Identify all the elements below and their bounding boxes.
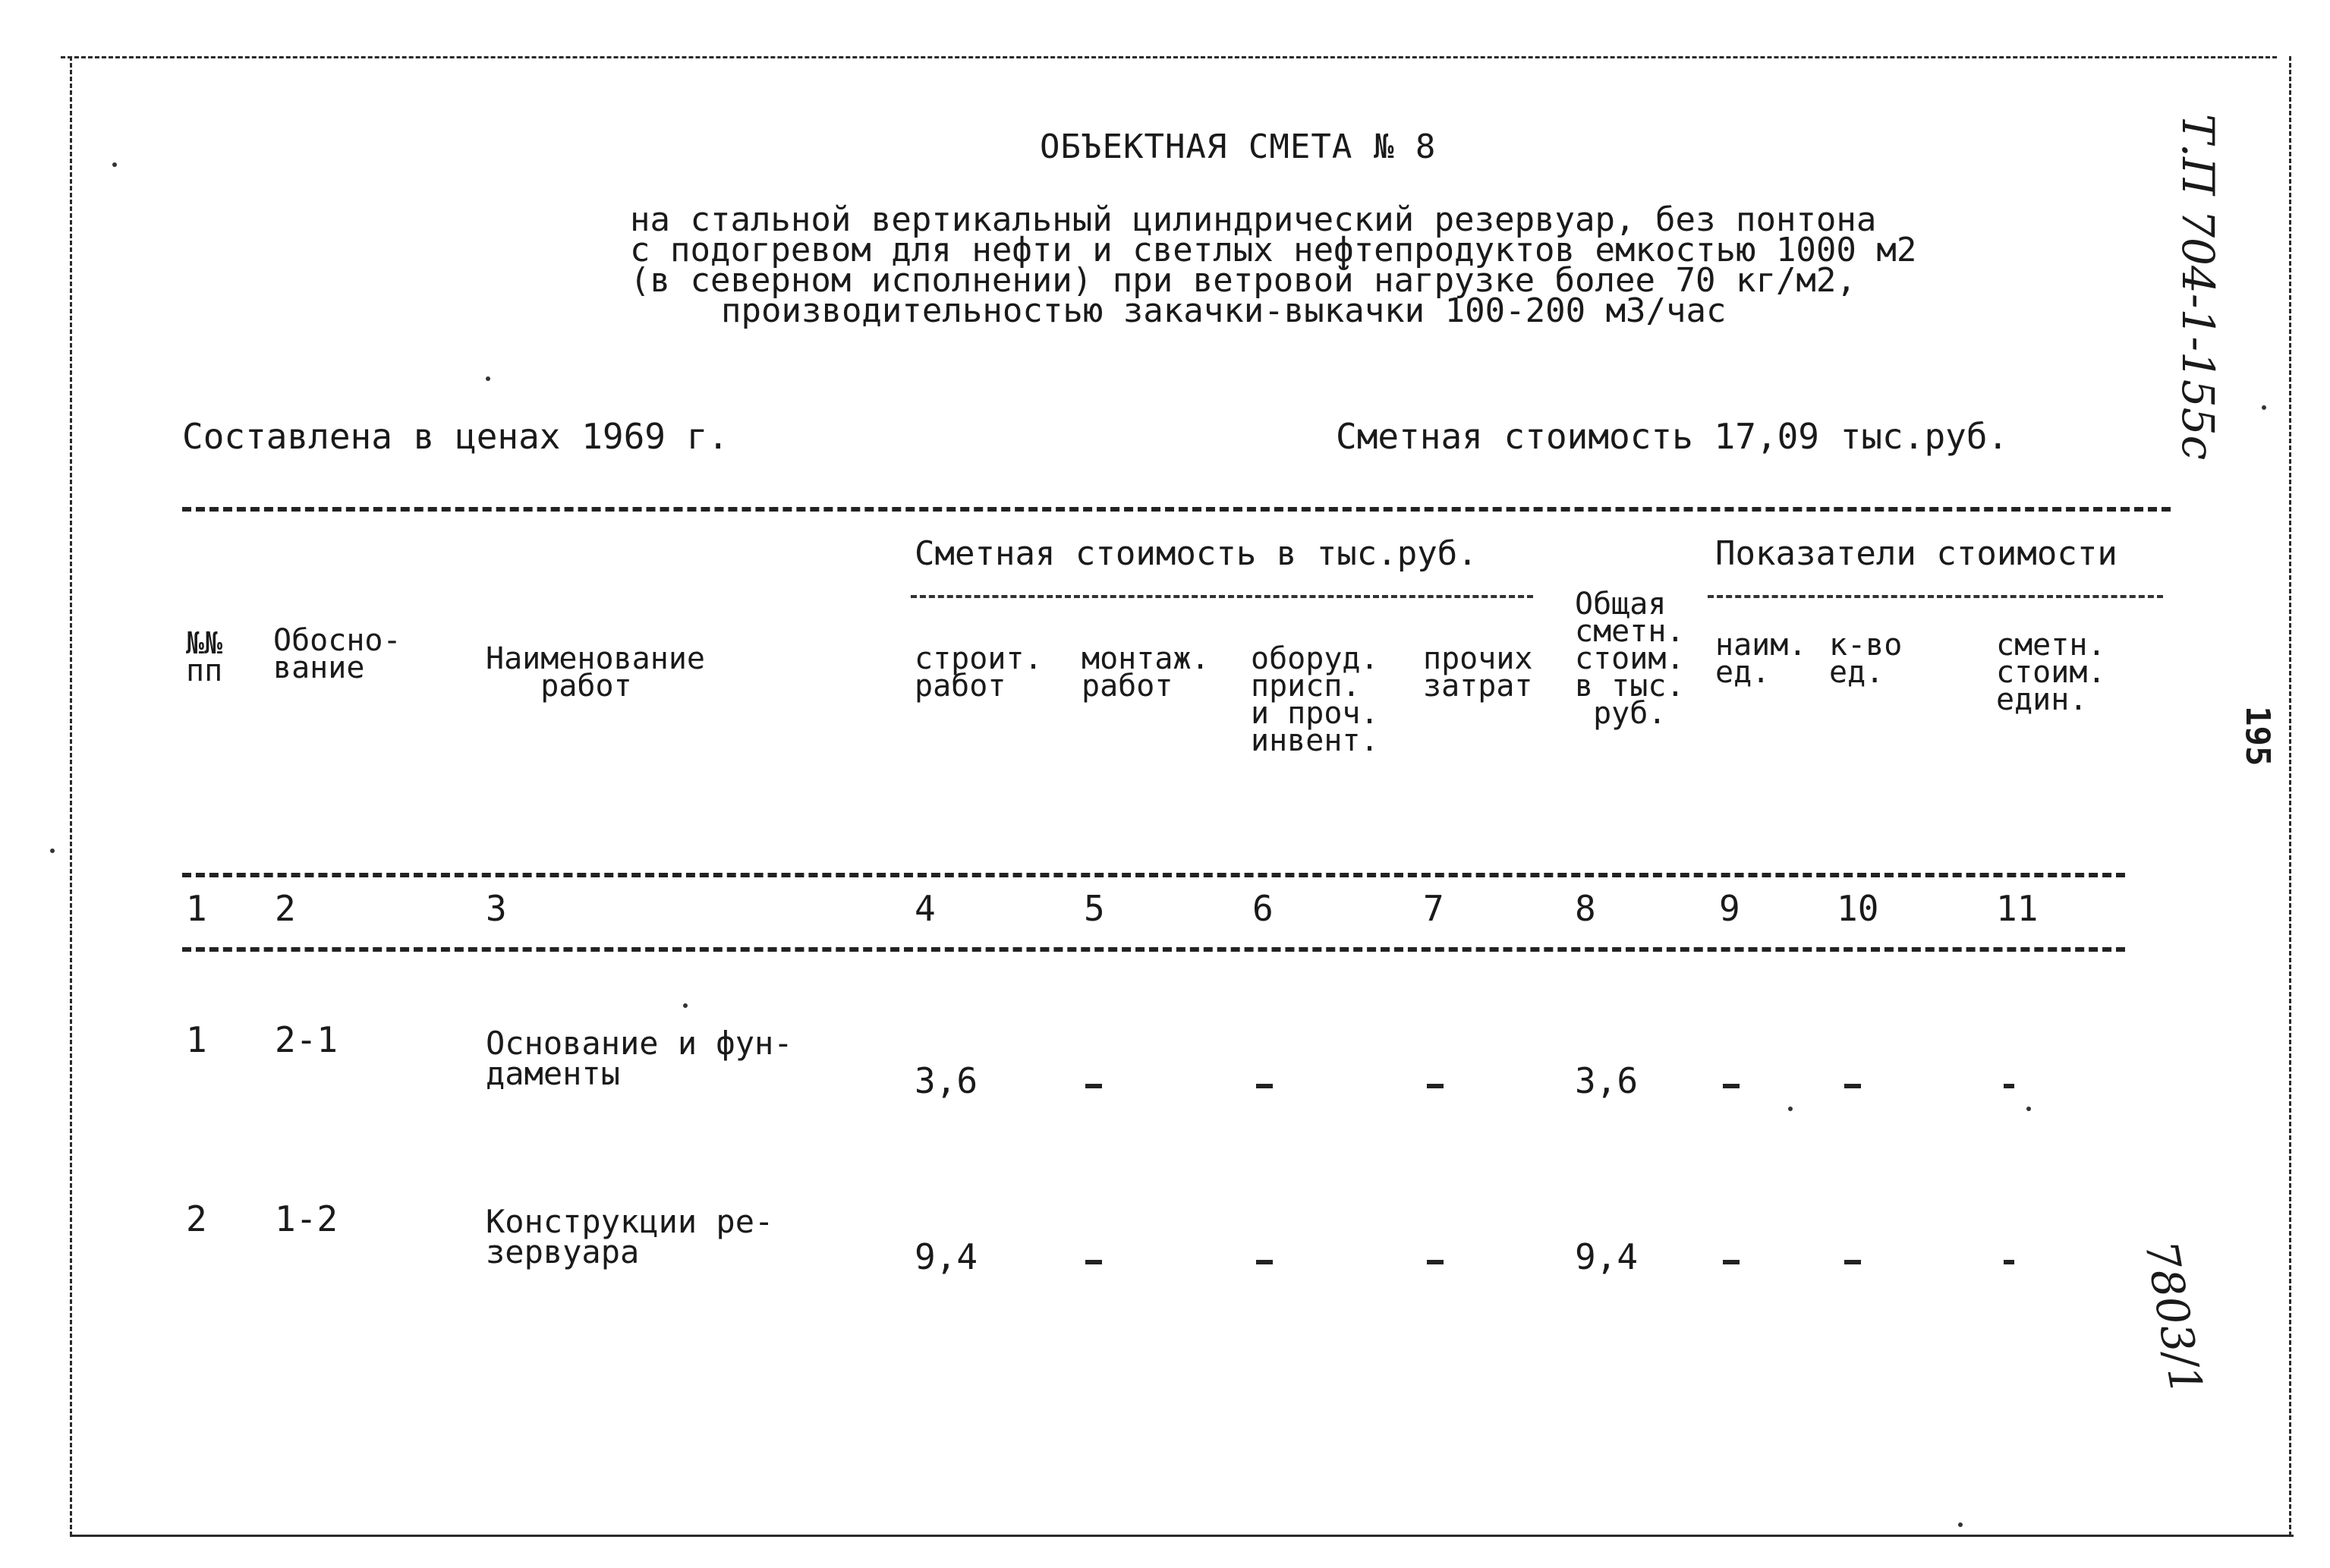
frame-right-border <box>2289 56 2291 1536</box>
compiled-prices: Составлена в ценах 1969 г. <box>182 416 729 457</box>
header-col-unit-qty: к-во ед. <box>1829 628 1903 690</box>
cost-group-rule <box>911 595 1533 598</box>
row-1-name: Основание и фун- даменты <box>486 1025 793 1092</box>
row-1-equipment-empty <box>1256 1084 1273 1088</box>
document-title: ОБЪЕКТНАЯ СМЕТА № 8 <box>1040 128 1437 166</box>
header-col-unit-cost: сметн. стоим. един. <box>1996 628 2106 717</box>
row-1-total-cost: 3,6 <box>1575 1060 1639 1101</box>
row-2-unit-name-empty <box>1723 1260 1740 1264</box>
header-col-equipment: оборуд. присп. и проч. инвент. <box>1251 641 1379 758</box>
subtitle-line-3: (в северном исполнении) при ветровой нагрузке более 70 кг/м2, <box>630 261 1856 300</box>
header-col-name: Наименование работ <box>486 641 705 704</box>
frame-top-border <box>61 56 2277 58</box>
scan-speck <box>112 162 117 167</box>
colnum-5: 5 <box>1084 888 1105 929</box>
estimated-cost: Сметная стоимость 17,09 тыс.руб. <box>1336 416 2009 457</box>
colnum-top-rule <box>182 873 2125 877</box>
row-2-equipment-empty <box>1256 1260 1273 1264</box>
subtitle-line-2: с подогревом для нефти и светлых нефтепродуктов емкостью 1000 м2 <box>630 231 1917 269</box>
header-col-unit-name: наим. ед. <box>1715 628 1807 690</box>
colnum-3: 3 <box>486 888 507 929</box>
side-code-top: Т.П 704-1-155с <box>2172 114 2224 461</box>
row-1-build-cost: 3,6 <box>915 1060 978 1101</box>
colnum-4: 4 <box>915 888 936 929</box>
page-number: 195 <box>2238 706 2277 767</box>
row-1-install-empty <box>1085 1084 1102 1088</box>
row-1-unit-cost-empty <box>2004 1084 2014 1088</box>
scan-speck <box>2026 1107 2031 1111</box>
header-col-install: монтаж. работ <box>1082 641 1210 704</box>
row-2-total-cost: 9,4 <box>1575 1236 1639 1277</box>
row-1-number: 1 <box>186 1019 207 1060</box>
side-code-bottom: 7803/1 <box>2135 1237 2213 1399</box>
colnum-7: 7 <box>1423 888 1444 929</box>
header-group-cost: Сметная стоимость в тыс.руб. <box>915 534 1478 573</box>
subtitle-line-4: производительностью закачки-выкачки 100-200 м3/час <box>721 291 1727 330</box>
header-col-basis: Обосно- вание <box>273 623 401 685</box>
row-2-basis: 1-2 <box>275 1198 338 1239</box>
header-col-build: строит. работ <box>915 641 1043 704</box>
scan-speck <box>2262 405 2266 410</box>
frame-left-border <box>70 56 72 1536</box>
colnum-2: 2 <box>275 888 296 929</box>
header-col-number: №№ пп <box>186 626 223 688</box>
row-2-name: Конструкции ре- зервуара <box>486 1203 774 1270</box>
row-2-install-empty <box>1085 1260 1102 1264</box>
row-2-build-cost: 9,4 <box>915 1236 978 1277</box>
row-2-other-empty <box>1427 1260 1444 1264</box>
colnum-10: 10 <box>1837 888 1879 929</box>
scan-speck <box>683 1003 688 1008</box>
header-group-indicators: Показатели стоимости <box>1715 534 2117 573</box>
scan-speck <box>1958 1522 1963 1527</box>
scan-speck <box>1788 1107 1793 1111</box>
scan-speck <box>486 376 490 381</box>
colnum-8: 8 <box>1575 888 1596 929</box>
row-1-unit-name-empty <box>1723 1084 1740 1088</box>
frame-bottom-border <box>70 1535 2294 1537</box>
colnum-9: 9 <box>1719 888 1740 929</box>
row-1-other-empty <box>1427 1084 1444 1088</box>
header-col-total: Общая сметн. стоим. в тыс. руб. <box>1575 587 1685 731</box>
subtitle-line-1: на стальной вертикальный цилиндрический резервуар, без понтона <box>630 200 1877 239</box>
row-2-number: 2 <box>186 1198 207 1239</box>
colnum-11: 11 <box>1996 888 2039 929</box>
row-1-basis: 2-1 <box>275 1019 338 1060</box>
indicators-group-rule <box>1708 595 2163 598</box>
header-col-other: прочих затрат <box>1423 641 1533 704</box>
row-2-unit-cost-empty <box>2004 1260 2014 1264</box>
colnum-6: 6 <box>1252 888 1274 929</box>
colnum-bottom-rule <box>182 947 2125 952</box>
row-2-unit-qty-empty <box>1844 1260 1861 1264</box>
table-top-rule <box>182 507 2171 512</box>
scan-speck <box>50 849 55 853</box>
row-1-unit-qty-empty <box>1844 1084 1861 1088</box>
colnum-1: 1 <box>186 888 207 929</box>
